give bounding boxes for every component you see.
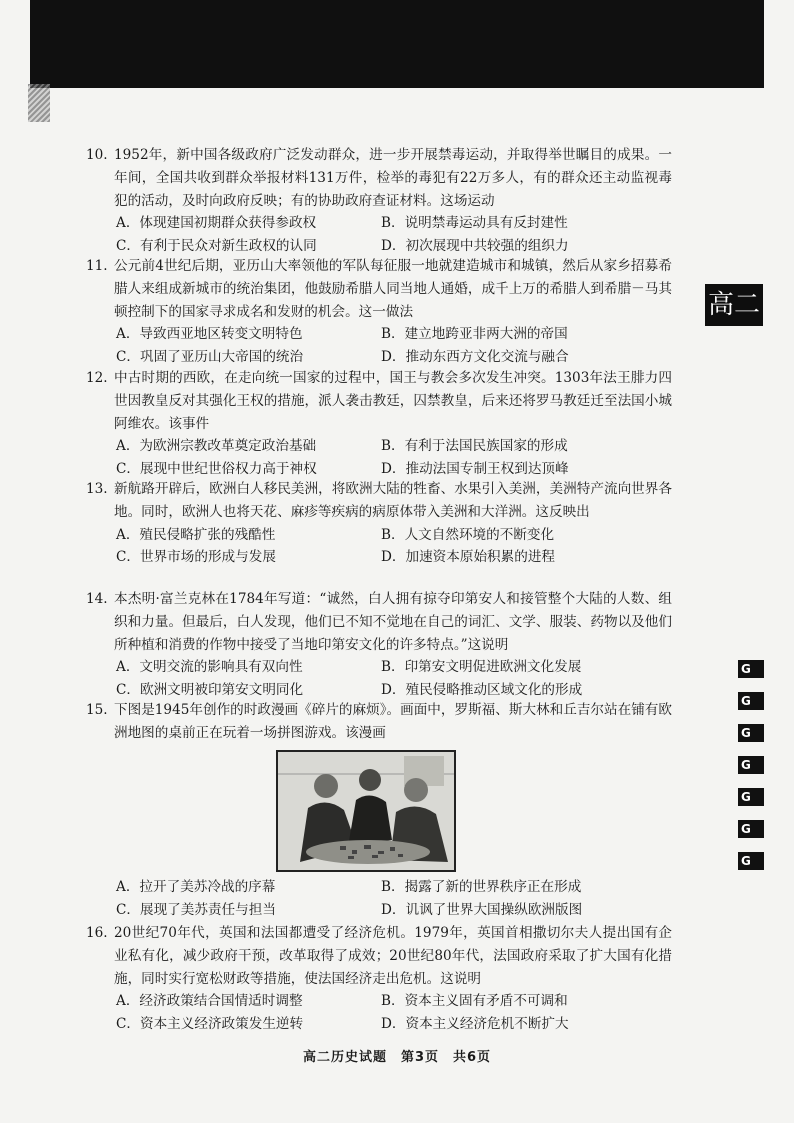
option-d[interactable]: D．推动东西方文化交流与融合 [381, 349, 569, 366]
option-grid [86, 212, 672, 258]
question-15 [86, 699, 672, 745]
option-grid [86, 656, 672, 702]
option-d[interactable]: D．殖民侵略推动区域文化的形成 [381, 682, 583, 699]
cartoon-illustration [278, 752, 454, 870]
option-grid [86, 435, 672, 481]
option-d[interactable]: D．资本主义经济危机不断扩大 [381, 1016, 569, 1033]
question-stem: 1952年，新中国各级政府广泛发动群众，进一步开展禁毒运动，并取得举世瞩目的成果。一年间，全国共收到群众举报材料131万件，检举的毒犯有22万多人，有的群众还主动监视毒犯的活动，及时向政府反映；有的协助政府查证材料。这场运动 [114, 147, 672, 209]
side-letter: G [738, 756, 764, 774]
option-c[interactable]: C．资本主义经济政策发生逆转 [116, 1016, 304, 1033]
option-d[interactable]: D．讥讽了世界大国操纵欧洲版图 [381, 901, 583, 918]
grade-side-tab: 高二 [705, 284, 763, 326]
option-c[interactable]: C．有利于民众对新生政权的认同 [116, 238, 317, 255]
question-11 [86, 255, 672, 369]
option-b[interactable]: B．说明禁毒运动具有反封建性 [381, 215, 568, 232]
question-stem: 20世纪70年代，英国和法国都遭受了经济危机。1979年，英国首相撒切尔夫人提出国有企业私有化，减少政府干预，改革取得了成效；20世纪80年代，法国政府采取了扩大国有化措施，同时实行宽松财政等措施，使法国经济走出危机。这说明 [114, 925, 672, 987]
question-number: 14. [86, 591, 108, 607]
option-a[interactable]: A．殖民侵略扩张的残酷性 [116, 526, 276, 543]
question-stem: 中古时期的西欧，在走向统一国家的过程中，国王与教会多次发生冲突。1303年法王腓力四世因教皇反对其强化王权的措施，派人袭击教廷，囚禁教皇，后来还将罗马教廷迁至法国小城阿维农。该事件 [114, 370, 672, 432]
question-number: 10. [86, 147, 108, 163]
question-14 [86, 588, 672, 702]
option-a[interactable]: A．导致西亚地区转变文明特色 [116, 326, 303, 343]
page-footer: 高二历史试题 第3页 共6页 [302, 1050, 492, 1065]
option-grid [86, 323, 672, 369]
side-letter-column [738, 660, 764, 884]
question-10 [86, 144, 672, 258]
question-stem: 新航路开辟后，欧洲白人移民美洲，将欧洲大陆的牲畜、水果引入美洲，美洲特产流向世界各地。同时，欧洲人也将天花、麻疹等疾病的病原体带入美洲和大洋洲。这反映出 [114, 481, 672, 520]
option-c[interactable]: C．展现中世纪世俗权力高于神权 [116, 461, 317, 478]
side-letter: G [738, 724, 764, 742]
side-letter: G [738, 692, 764, 710]
option-a[interactable]: A．为欧洲宗教改革奠定政治基础 [116, 438, 317, 455]
question-stem: 本杰明·富兰克林在1784年写道：“诚然，白人拥有掠夺印第安人和接管整个大陆的人数、组织和力量。但最后，白人发现，他们已不知不觉地在自己的词汇、文学、服装、药物以及他们所种植和消费的作物中接受了当地印第安文化的许多特点。”这说明 [114, 591, 672, 653]
question-number: 12. [86, 370, 108, 386]
option-grid [86, 876, 672, 922]
option-c[interactable]: C．世界市场的形成与发展 [116, 549, 276, 566]
option-a[interactable]: A．体现建国初期群众获得参政权 [116, 215, 317, 232]
option-b[interactable]: B．人文自然环境的不断变化 [381, 526, 555, 543]
question-15-options [86, 876, 672, 922]
option-c[interactable]: C．巩固了亚历山大帝国的统治 [116, 349, 304, 366]
option-b[interactable]: B．印第安文明促进欧洲文化发展 [381, 659, 582, 676]
option-c[interactable]: C．展现了美苏责任与担当 [116, 901, 276, 918]
option-b[interactable]: B．揭露了新的世界秩序正在形成 [381, 879, 582, 895]
option-a[interactable]: A．拉开了美苏冷战的序幕 [116, 879, 276, 895]
option-b[interactable]: B．建立地跨亚非两大洲的帝国 [381, 326, 568, 343]
option-grid [86, 990, 672, 1036]
question-number: 11. [86, 258, 108, 274]
option-a[interactable]: A．经济政策结合国情适时调整 [116, 993, 303, 1010]
side-letter: G [738, 820, 764, 838]
option-d[interactable]: D．初次展现中共较强的组织力 [381, 238, 569, 255]
scan-corner-artifact [28, 84, 50, 122]
question-stem: 下图是1945年创作的时政漫画《碎片的麻烦》。画面中，罗斯福、斯大林和丘吉尔站在铺有欧洲地图的桌前正在玩着一场拼图游戏。该漫画 [114, 702, 672, 741]
question-stem: 公元前4世纪后期，亚历山大率领他的军队每征服一地就建造城市和城镇，然后从家乡招募希腊人来组成新城市的统治集团，他鼓励希腊人同当地人通婚，成千上万的希腊人到希腊－马其顿控制下的国家寻求成名和发财的机会。这一做法 [114, 258, 672, 320]
option-a[interactable]: A．文明交流的影响具有双向性 [116, 659, 303, 676]
option-d[interactable]: D．加速资本原始积累的进程 [381, 549, 556, 566]
question-number: 13. [86, 481, 108, 497]
question-number: 15. [86, 702, 108, 718]
option-b[interactable]: B．有利于法国民族国家的形成 [381, 438, 568, 455]
option-d[interactable]: D．推动法国专制王权到达顶峰 [381, 461, 569, 478]
question-16 [86, 922, 672, 1036]
question-12 [86, 367, 672, 481]
political-cartoon-image [276, 750, 456, 872]
option-grid [86, 524, 672, 570]
option-c[interactable]: C．欧洲文明被印第安文明同化 [116, 682, 304, 699]
question-13 [86, 478, 672, 569]
question-number: 16. [86, 925, 108, 941]
option-b[interactable]: B．资本主义固有矛盾不可调和 [381, 993, 568, 1010]
scan-black-header [30, 0, 764, 88]
side-letter: G [738, 852, 764, 870]
side-letter: G [738, 788, 764, 806]
side-letter: G [738, 660, 764, 678]
